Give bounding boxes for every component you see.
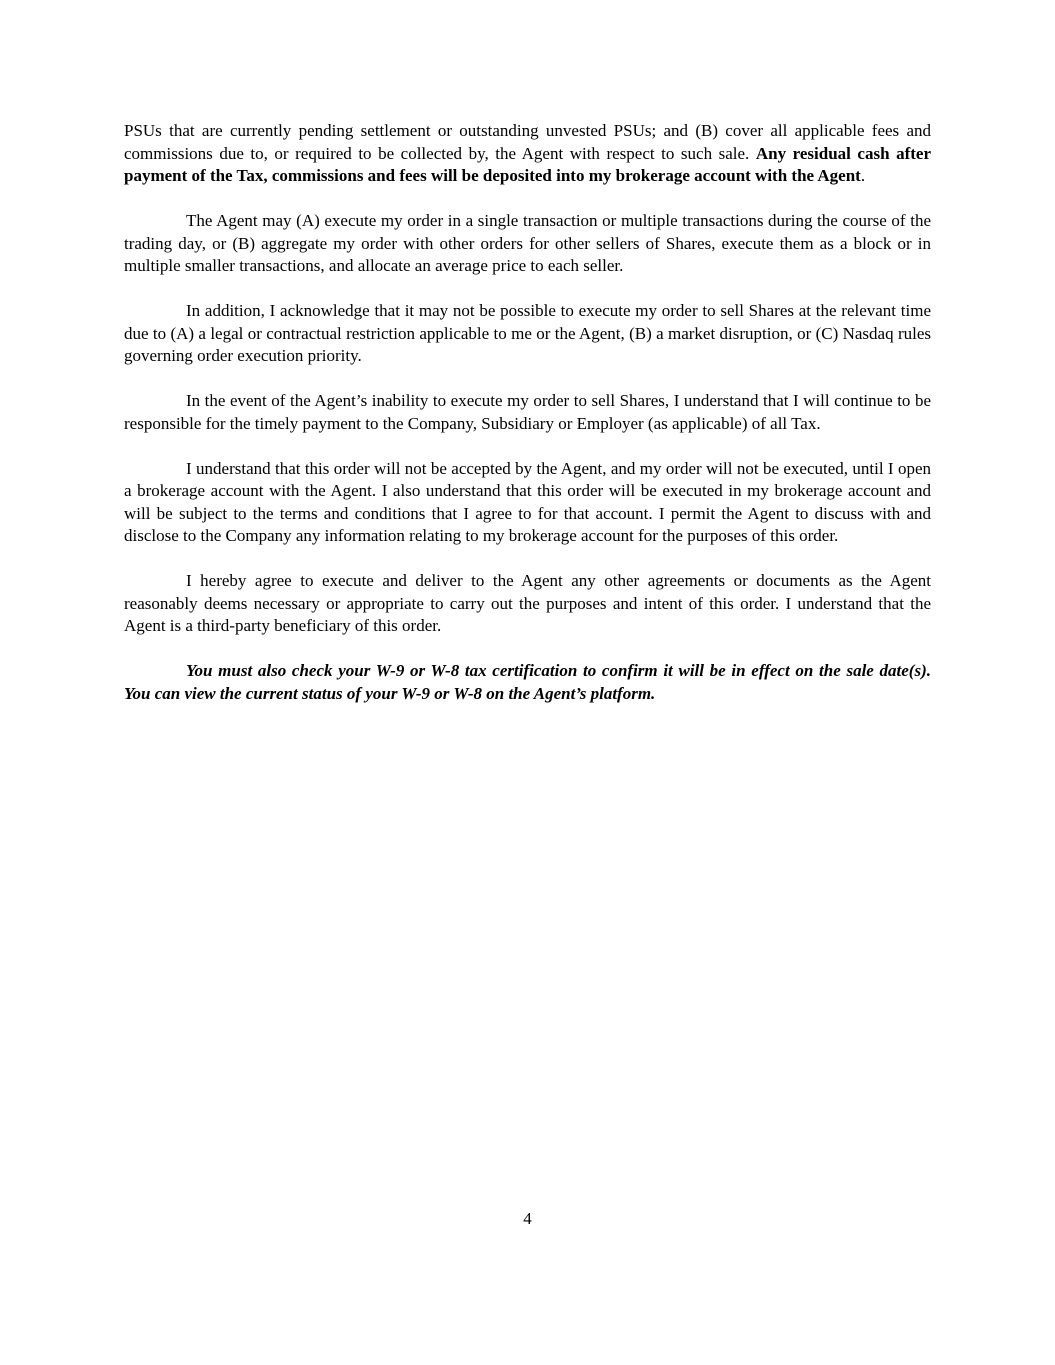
paragraph-additional-agreements: I hereby agree to execute and deliver to the Agent any other agreements or documents as the Agent reasonably deems necessary or appropriate to carry out the purposes and intent of this order. I understand that the Agent is a third-party beneficiary of this order. <box>124 571 931 635</box>
paragraph-psu-normal-text: PSUs that are currently pending settlement or outstanding unvested PSUs; and (B) cover all applicable fees and commissions due to, or required to be collected by, the Agent with respect to such sale. <box>124 121 931 163</box>
paragraph-brokerage-account: I understand that this order will not be accepted by the Agent, and my order will not be executed, until I open a brokerage account with the Agent. I also understand that this order will be executed in my brokerage account and will be subject to the terms and conditions that I agree to for that account. I permit the Agent to discuss with and disclose to the Company any information relating to my brokerage account for the purposes of this order. <box>124 458 931 545</box>
document-body <box>124 120 931 705</box>
paragraph-psu-bold-text: Any residual cash after payment of the Tax, commissions and fees will be deposited into my brokerage account with the Agent <box>124 143 932 185</box>
paragraph-tax-certification-notice: You must also check your W-9 or W-8 tax certification to confirm it will be in effect on the sale date(s). You can view the current status of your W-9 or W-8 on the Agent’s platform. <box>124 661 931 703</box>
paragraph-order-restrictions: In addition, I acknowledge that it may not be possible to execute my order to sell Shares at the relevant time due to (A) a legal or contractual restriction applicable to me or the Agent, (B) a market disruption, or (C) Nasdaq rules governing order execution priority. <box>124 301 931 365</box>
paragraph-psu-period: . <box>860 166 866 185</box>
paragraph-psu-continuation <box>124 120 931 188</box>
paragraph-agent-execution: The Agent may (A) execute my order in a single transaction or multiple transactions during the course of the trading day, or (B) aggregate my order with other orders for other sellers of Shares, execute them as a block or in multiple smaller transactions, and allocate an average price to each seller. <box>124 211 931 275</box>
page-number: 4 <box>523 1209 532 1228</box>
paragraph-agent-inability: In the event of the Agent’s inability to execute my order to sell Shares, I understand that I will continue to be responsible for the timely payment to the Company, Subsidiary or Employer (as applicable) of all Tax. <box>124 391 931 433</box>
